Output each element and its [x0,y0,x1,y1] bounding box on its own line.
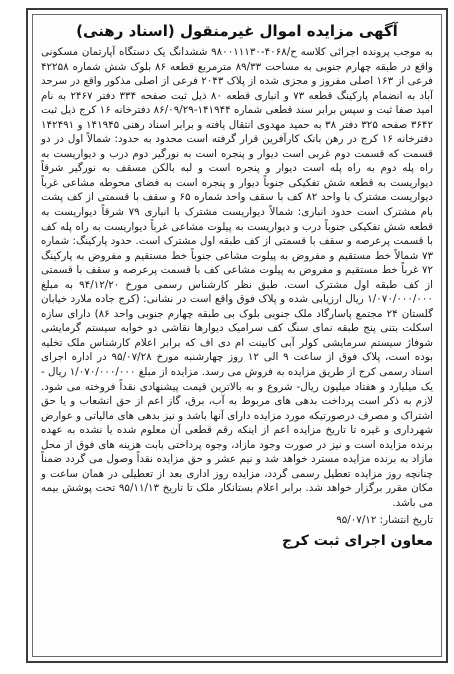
notice-inner-border [32,14,442,657]
publication-date: تاریخ انتشار: ۹۵/۰۷/۱۲ [336,513,433,526]
notice-frame [26,8,448,663]
notice-body: به موجب پرونده اجرائی کلاسه ح/۴۰۶۸-۹۸۰۰۱۱۱۳۰ ششدانگ یک دستگاه آپارتمان مسکونی واقع در طبقه چهارم جنوبی به مساحت ۸۹/۳۳ مترمربع قطعه ۸۶ بلوک شش شماره ۴۲۲۵۸ فرعی از ۱۶۳ اصلی مفروز و مجزی شده از پلاک ۲۰۴۳ فرعی از اصلی مذکور واقع در سرحد آباد به انضمام پارکینگ قطعه ۷۳ و انباری قطعه ۸۰ ذیل ثبت صفحه ۳۳۴ دفتر ۲۴۶۷ به نام امید صفا ثبت و سپس برابر سند قطعی شماره ۱۴۱۹۴۴-۸۶/۰۹/۲۹ دفترخانه ۱۶ کرج ذیل ثبت ۳۶۴۲ صفحه ۳۲۵ دفتر ۳۸ به حمید مهدوی انتقال یافته و برابر اسناد رهنی ۱۴۱۹۴۵ و ۱۴۲۴۹۱ دفترخانه ۱۶ کرج در رهن بانک کارآفرین قرار گرفته است محدود به حدود: شمالاً اول در دو قسمت که قسمت دوم غربی است دیوار و پنجره است به نورگیر دوم درب و دیواریست به راه پله دوم به راه پله است دیوار و پنجره است و لبه بالکن مسقف به نورگیر شرقاً دیواریست به قطعه شش تفکیکی جنوباً دیوار و پنجره است به فضای محوطه مشاعی غرباً دیواریست مشترک با واحد ۸۲ کف با سقف واحد شماره ۶۵ و سقف با قسمتی از کف پشت بام مشترک است حدود انباری: شمالاً دیواریست مشترک با انباری ۷۹ شرقاً دیواریست به قطعه شش تفکیکی جنوباً درب و دیواریست به پیلوت مشاعی غرباً دیواریست به راه پله کف با قسمت پرعرصه و سقف با قسمتی از کف طبقه اول مشترک است. حدود پارکینگ: شماره ۷۳ شمالاً خط مستقیم و مفروض به پیلوت مشاعی جنوباً خط مستقیم و مفروض به پارکینگ ۷۲ غرباً خط مستقیم و مفروض به پیلوت مشاعی کف با قسمت پرعرصه و سقف با قسمتی از کف طبقه اول مشترک است. طبق نظر کارشناس رسمی مورخ ۹۴/۱۲/۲۰ به مبلغ ۱/۰۷۰/۰۰۰/۰۰۰ ریال ارزیابی شده و پلاک فوق واقع است در نشانی: (کرج جاده ملارد خیابان گلستان ۲۴ مجتمع پاسارگاد ملک جنوبی بلوک بی طبقه چهارم جنوبی واحد ۸۶) دارای سازه اسکلت بتنی پنج طبقه نمای سنگ کف سرامیک دیوارها نقاشی دو خوابه سیستم گرمایشی شوفاژ سیستم سرمایشی کولر آبی کابینت ام دی اف که برابر اعلام کارشناس ملک تخلیه بوده است، پلاک فوق از ساعت ۹ الی ۱۲ روز چهارشنبه مورخ ۹۵/۰۷/۲۸ در اداره اجرای اسناد رسمی کرج از طریق مزایده به فروش می رسد. مزایده از مبلغ ۱/۰۷۰/۰۰۰/۰۰۰ ریال - یک میلیارد و هفتاد میلیون ریال- شروع و به بالاترین قیمت پیشنهادی نقداً فروخته می شود. لازم به ذکر است پرداخت بدهی های مربوط به آب، برق، گاز اعم از حق انشعاب و یا حق اشتراک و مصرف درصورتیکه مورد مزایده دارای آنها باشد و نیز بدهی های مالیاتی و عوارض شهرداری و غیره تا تاریخ مزایده اعم از اینکه رقم قطعی آن معلوم شده یا نشده به عهده برنده مزایده است و نیز در صورت وجود مازاد، وجوه پرداختی بابت هزینه های فوق از محل مازاد به برنده مزایده مسترد خواهد شد و نیم عشر و حق مزایده نقداً وصول می گردد ضمناً چنانچه روز مزایده تعطیل رسمی گردد، مزایده روز اداری بعد از تعطیلی در همان ساعت و مکان مقرر برگزار خواهد شد. برابر اعلام بستانکار ملک تا تاریخ ۹۵/۱۱/۱۳ تحت پوشش بیمه می باشد. [41,46,434,509]
notice-title: آگهی مزایده اموال غیرمنقول (اسناد رهنی) [76,22,398,40]
signature-line: معاون اجرای ثبت کرج [281,532,433,549]
